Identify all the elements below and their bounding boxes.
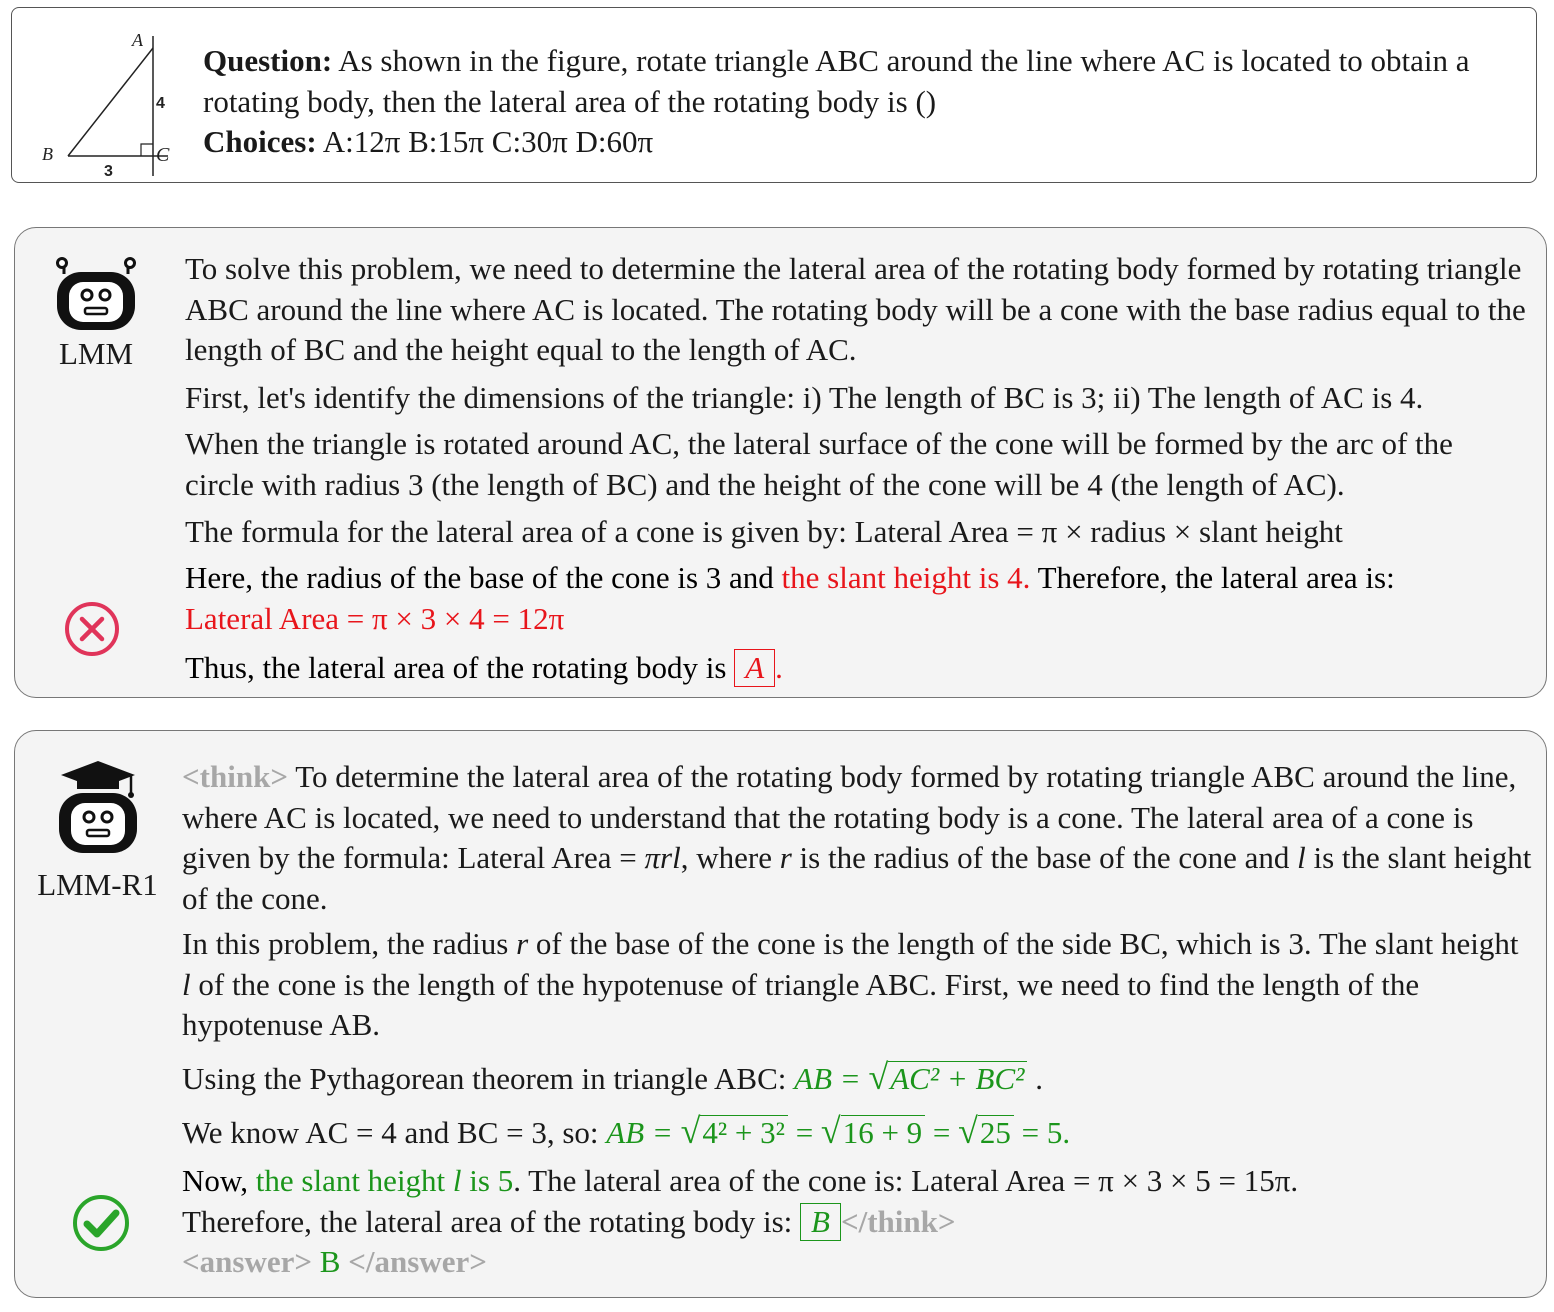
lmm-paragraph-6 [185,648,1545,689]
r1-p1-text-3: is the radius of the base of the cone and [791,840,1298,875]
lmm-response-panel [14,227,1547,698]
lmm-answer-box: A [734,649,775,687]
answer-close-tag: </answer> [348,1244,487,1279]
r1-p2-var-l: l [182,966,191,1002]
sqrt-symbol: √ [680,1111,701,1151]
r1-paragraph-3 [182,1057,1532,1100]
question-label: Question: [203,43,333,78]
triangle-figure [38,26,188,186]
r1-var-l: l [1297,840,1306,875]
lmm-r1-model-label: LMM-R1 [37,867,158,902]
sqrt-symbol: √ [868,1057,889,1097]
r1-paragraph-5 [182,1161,1542,1283]
r1-answer-box: B [800,1203,841,1241]
lmm-paragraph-1: To solve this problem, we need to determine the lateral area of the rotating body formed by rotating triangle ABC around the line where AC is located. The rotating body will be a cone with the base radius equal to the length of BC and the height equal to the length of AC. [185,251,1526,367]
vertex-c-label: C [156,144,170,166]
question-text-block [203,41,1523,163]
r1-p4-radicand-1: 4² + 3² [700,1115,788,1150]
answer-open-tag: <answer> [182,1244,313,1279]
r1-p4-text: We know AC = 4 and BC = 3, so: [182,1115,607,1150]
r1-p1-text-4: is the slant height of the cone. [182,840,1532,916]
r1-correct-highlight: the slant height [255,1163,453,1198]
r1-var-r: r [779,840,792,875]
question-box [11,7,1537,183]
r1-p1-text-2: , where [680,840,780,875]
r1-p2-var-r: r [516,926,529,961]
r1-paragraph-2 [182,924,1532,1046]
lmm-p5-text-2: Therefore, the lateral area is: [1030,560,1395,595]
lmm-paragraph-4: The formula for the lateral area of a cone is given by: Lateral Area = π × radius × slant height [185,514,1343,549]
r1-paragraph-1 [182,757,1532,919]
r1-p4-eq-1: = [787,1115,821,1150]
lmm-p5-text: Here, the radius of the base of the cone is 3 and [185,560,782,595]
r1-p1-text: To determine the lateral area of the rotating body formed by rotating triangle ABC around the line, where AC is located, we need to understand that the rotating body is a cone. The lateral area of a cone is given by the formula: Lateral Area = [182,759,1517,875]
r1-p3-lhs: AB = [794,1061,869,1096]
r1-p2-text-2: of the base of the cone is the length of the side BC, which is 3. The slant height [528,926,1519,961]
r1-p4-lhs: AB = [606,1115,681,1150]
lmm-conclusion-end: . [775,650,783,685]
choices-text: A:12π B:15π C:30π D:60π [322,124,654,159]
r1-p5-text-2: . The lateral area of the cone is: Lateral Area = π × 3 × 5 = 15π. [513,1163,1299,1198]
lmm-paragraph-3: When the triangle is rotated around AC, the lateral surface of the cone will be formed by the arc of the circle with radius 3 (the length of BC) and the height of the cone will be 4 (the length of AC). [185,426,1453,502]
r1-formula-prl: πrl [644,840,681,875]
r1-p4-radicand-2: 16 + 9 [841,1115,925,1150]
sqrt-symbol: √ [958,1111,978,1151]
r1-p4-eq-2: = [925,1115,959,1150]
r1-p4-radicand-3: 25 [978,1115,1014,1150]
r1-p3-text: Using the Pythagorean theorem in triangle ABC: [182,1061,795,1096]
r1-p5-var-l: l [452,1163,462,1198]
cross-circle-icon [63,600,121,658]
r1-p3-end: . [1027,1061,1043,1096]
lmm-error-highlight: the slant height is 4. [781,560,1031,595]
lmm-model-label: LMM [58,336,134,371]
sqrt-symbol: √ [820,1111,841,1151]
r1-p2-text: In this problem, the radius [182,926,517,961]
vertex-a-label: A [132,30,143,50]
lmm-wrong-formula: Lateral Area = π × 3 × 4 = 12π [185,600,565,636]
r1-p5-text: Now, [182,1163,256,1198]
check-circle-icon [71,1193,131,1253]
think-open-tag: <think> [182,759,288,794]
think-close-tag: </think> [840,1203,956,1239]
vertex-b-label: B [42,144,53,164]
r1-p3-radicand: AC² + BC² [888,1061,1027,1096]
r1-correct-highlight-2: is 5 [461,1163,514,1198]
r1-paragraph-4 [182,1111,1532,1154]
side-bc-label: 3 [104,163,113,180]
side-ac-label: 4 [156,95,165,112]
lmm-r1-response-panel [14,730,1547,1298]
robot-icon [51,254,141,334]
lmm-conclusion-text: Thus, the lateral area of the rotating body is [185,650,735,685]
r1-p4-end: = 5. [1013,1115,1071,1150]
final-answer: B [312,1244,349,1279]
graduate-robot-icon [53,759,143,859]
question-text: As shown in the figure, rotate triangle ABC around the line where AC is located to obtain a rotating body, then the lateral area of the rotating body is () [203,43,1470,119]
r1-p2-text-3: of the cone is the length of the hypotenuse of triangle ABC. First, we need to find the length of the hypotenuse AB. [182,966,1420,1042]
lmm-paragraph-5 [185,558,1545,639]
lmm-paragraph-2: First, let's identify the dimensions of the triangle: i) The length of BC is 3; ii) The length of AC is 4. [185,380,1424,415]
choices-label: Choices: [203,124,317,159]
r1-conclusion-text: Therefore, the lateral area of the rotating body is: [182,1203,801,1239]
